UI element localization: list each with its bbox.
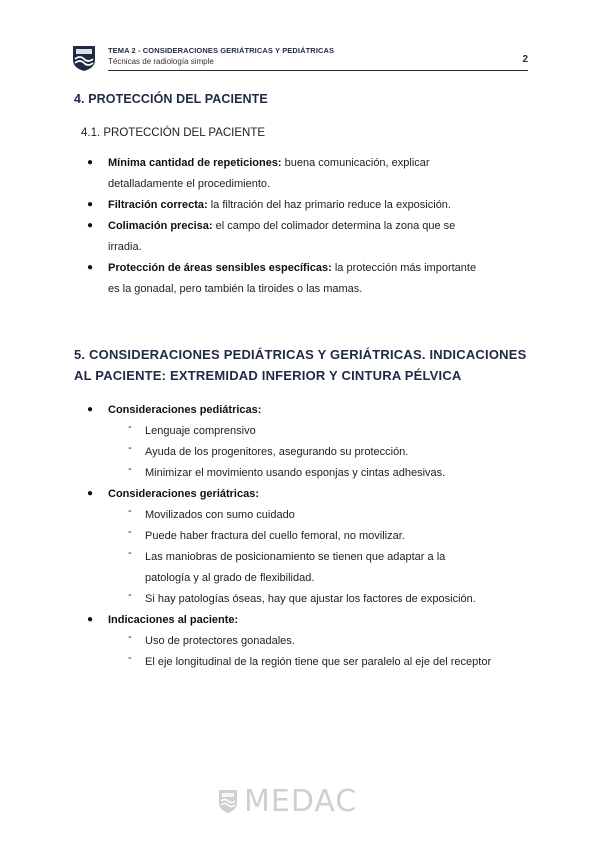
list-item: Si hay patologías óseas, hay que ajustar los factores de exposición. [145,593,476,605]
header-subtitle: Técnicas de radiología simple [108,57,214,66]
dash-icon: - [128,526,132,538]
page-header [72,44,528,72]
footer-logo [218,786,378,818]
list-item: Puede haber fractura del cuello femoral, no movilizar. [145,530,405,542]
section-5-heading-line1: 5. CONSIDERACIONES PEDIÁTRICAS Y GERIÁTRICAS. INDICACIONES [74,347,527,362]
section-4-1-subheading: 4.1. PROTECCIÓN DEL PACIENTE [81,127,266,139]
group-title-indicaciones: Indicaciones al paciente: [108,614,239,626]
list-item-colimacion [108,216,455,258]
list-item-bold: Colimación precisa: [108,220,213,232]
section-5-heading-line2: AL PACIENTE: EXTREMIDAD INFERIOR Y CINTURA PÉLVICA [74,368,462,383]
list-item-text: la protección más importante [331,262,477,274]
list-item-repeticiones [108,153,430,195]
list-item: Lenguaje comprensivo [145,425,256,437]
dash-icon: - [128,589,132,601]
list-item-areas-sensibles [108,258,476,300]
dash-icon: - [128,421,132,433]
list-item-cont: patología y al grado de flexibilidad. [145,572,315,584]
list-item-text-cont: detalladamente el procedimiento. [108,178,271,190]
dash-icon: - [128,505,132,517]
dash-icon: - [128,547,132,559]
list-item-text: buena comunicación, explicar [281,157,430,169]
page-number: 2 [522,54,528,65]
bullet-icon: ● [87,404,94,415]
medac-shield-icon [72,44,96,72]
medac-shield-icon [218,788,238,814]
list-item: Ayuda de los progenitores, asegurando su protección. [145,446,409,458]
section-5-heading [74,344,526,386]
bullet-icon: ● [87,262,94,273]
bullet-icon: ● [87,488,94,499]
bullet-icon: ● [87,220,94,231]
group-title-pediatricas: Consideraciones pediátricas: [108,404,262,416]
list-item-text-cont: irradia. [108,241,142,253]
dash-icon: - [128,631,132,643]
list-item-bold: Protección de áreas sensibles específicas: [108,262,332,274]
dash-icon: - [128,463,132,475]
list-item-text-cont: es la gonadal, pero también la tiroides o las mamas. [108,283,363,295]
list-item: Las maniobras de posicionamiento se tienen que adaptar a la [145,551,446,563]
group-title-geriatricas: Consideraciones geriátricas: [108,488,260,500]
list-item: Movilizados con sumo cuidado [145,509,295,521]
list-item-text: el campo del colimador determina la zona que se [212,220,456,232]
section-4-heading: 4. PROTECCIÓN DEL PACIENTE [74,92,268,106]
dash-icon: - [128,652,132,664]
list-item: Minimizar el movimiento usando esponjas y cintas adhesivas. [145,467,446,479]
list-item-bold: Mínima cantidad de repeticiones: [108,157,282,169]
bullet-icon: ● [87,157,94,168]
dash-icon: - [128,442,132,454]
list-item-bold: Filtración correcta: [108,199,208,211]
header-divider [108,70,528,71]
list-item: Uso de protectores gonadales. [145,635,295,647]
footer-brand: MEDAC [244,784,358,819]
bullet-icon: ● [87,614,94,625]
list-item-filtracion [108,195,451,216]
bullet-icon: ● [87,199,94,210]
header-title: TEMA 2 - CONSIDERACIONES GERIÁTRICAS Y PEDIÁTRICAS [108,46,335,55]
list-item-text: la filtración del haz primario reduce la exposición. [207,199,451,211]
list-item: El eje longitudinal de la región tiene que ser paralelo al eje del receptor [145,656,492,668]
